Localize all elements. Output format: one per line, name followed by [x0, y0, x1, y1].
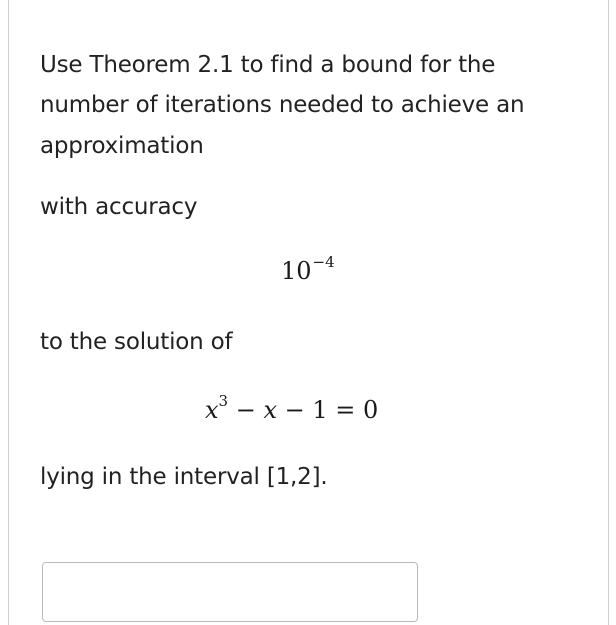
with-accuracy-label: with accuracy: [40, 194, 198, 220]
accuracy-expression: [281, 253, 335, 285]
answer-input[interactable]: [42, 562, 418, 622]
panel-left-border: [8, 0, 9, 625]
equation-x: x: [263, 396, 278, 424]
equation-one: 1: [312, 396, 328, 424]
equation-x-cubed-base: x: [205, 396, 219, 424]
equation-minus-1: −: [228, 396, 264, 424]
accuracy-exponent: −4: [312, 253, 335, 271]
question-text-line-2: number of iterations needed to achieve an: [40, 92, 525, 118]
equation-zero: 0: [363, 396, 379, 424]
interval-text: lying in the interval [1,2].: [40, 464, 328, 490]
equation-equals: =: [327, 396, 364, 424]
to-solution-label: to the solution of: [40, 329, 233, 355]
equation-expression: [205, 392, 379, 424]
equation-x-cubed-exponent: 3: [218, 392, 229, 410]
question-text-line-3: approximation: [40, 133, 204, 159]
question-text-line-1: Use Theorem 2.1 to find a bound for the: [40, 52, 496, 78]
accuracy-base: 10: [281, 257, 312, 285]
equation-minus-2: −: [277, 396, 313, 424]
panel-right-border: [608, 0, 609, 625]
